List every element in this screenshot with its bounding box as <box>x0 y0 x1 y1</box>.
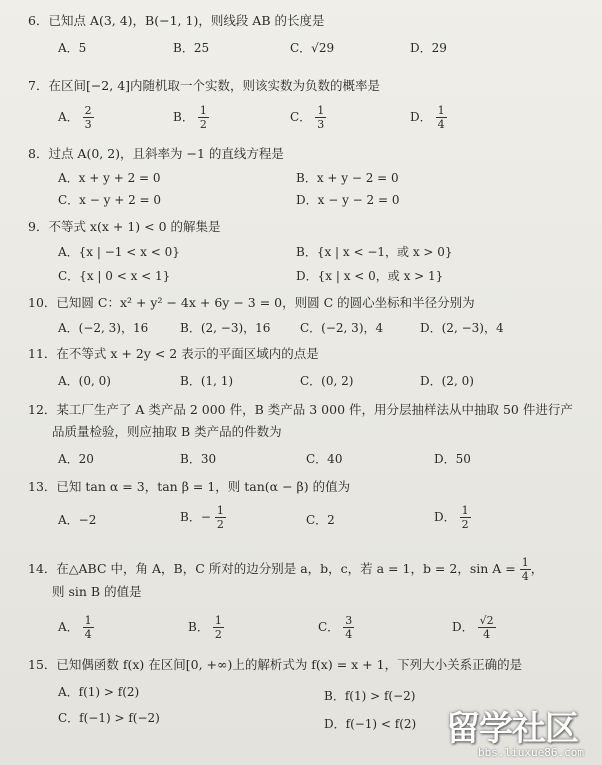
q12-option-a: A．20 <box>58 452 94 466</box>
q13-option-a: A．−2 <box>58 513 97 527</box>
q9-option-b: B．{x | x < −1，或 x > 0} <box>296 245 453 259</box>
q8-option-c: C．x − y + 2 = 0 <box>58 193 162 207</box>
q12-option-c: C．40 <box>306 452 343 466</box>
q6-option-d: D．29 <box>410 41 447 55</box>
q8-option-a: A．x + y + 2 = 0 <box>58 171 161 185</box>
fraction: $\frac{1}{3}$ <box>317 104 325 131</box>
question-13-stem: 13．已知 tan α = 3，tan β = 1，则 tan(α − β) 的值为 <box>28 479 351 494</box>
q6-option-a: A．5 <box>58 41 87 55</box>
q15-option-a: A．f(1) > f(2) <box>58 685 140 699</box>
question-14-stem-line2: 则 sin B 的值是 <box>52 584 142 599</box>
question-12-stem-line1: 12．某工厂生产了 A 类产品 2 000 件，B 类产品 3 000 件，用分层抽样法从中抽取 50 件进行产 <box>28 402 573 417</box>
question-10-stem: 10．已知圆 C：x² + y² − 4x + 6y − 3 = 0，则圆 C 的圆心坐标和半径分别为 <box>28 295 475 310</box>
q7-option-c: C． $\frac{1}{3}$ <box>290 104 325 131</box>
q9-option-d: D．{x | x < 0，或 x > 1} <box>296 269 444 283</box>
q11-option-b: B．(1, 1) <box>180 374 234 388</box>
q7-option-a: A． $\frac{2}{3}$ <box>58 104 92 131</box>
q14-option-b: B． $\frac{1}{2}$ <box>188 614 222 641</box>
fraction: $\frac{1}{4}$ <box>437 104 445 131</box>
q7-option-b: B． $\frac{1}{2}$ <box>173 104 207 131</box>
q14-option-d: D． $\frac{√2}{4}$ <box>452 614 494 641</box>
watermark-logo: 留学社区 <box>446 709 578 749</box>
q11-option-c: C．(0, 2) <box>300 374 354 388</box>
q12-option-b: B．30 <box>180 452 217 466</box>
q15-option-d: D．f(−1) < f(2) <box>324 717 417 731</box>
fraction: $\frac{2}{3}$ <box>84 104 92 131</box>
q10-option-a: A．(−2, 3)，16 <box>58 321 149 335</box>
q13-option-b: B．− $\frac{1}{2}$ <box>180 504 224 531</box>
watermark-url: bbs.liuxue86.com <box>478 746 584 759</box>
q12-option-d: D．50 <box>434 452 471 466</box>
q6-option-c: C．√29 <box>290 41 335 55</box>
fraction: $\frac{1}{2}$ <box>461 504 469 531</box>
q15-option-c: C．f(−1) > f(−2) <box>58 711 160 725</box>
q10-option-d: D．(2, −3)，4 <box>420 321 504 335</box>
fraction: $\frac{1}{4}$ <box>84 614 92 641</box>
q10-option-c: C．(−2, 3)，4 <box>300 321 384 335</box>
q9-option-c: C．{x | 0 < x < 1} <box>58 269 171 283</box>
question-6-stem: 6．已知点 A(3, 4)，B(−1, 1)，则线段 AB 的长度是 <box>28 13 325 28</box>
q6-option-b: B．25 <box>173 41 210 55</box>
q7-option-d: D． $\frac{1}{4}$ <box>410 104 445 131</box>
question-7-stem: 7．在区间[−2, 4]内随机取一个实数，则该实数为负数的概率是 <box>28 78 381 93</box>
q13-option-c: C．2 <box>306 513 335 527</box>
q9-option-a: A．{x | −1 < x < 0} <box>58 245 180 259</box>
question-12-stem-line2: 品质量检验，则应抽取 B 类产品的件数为 <box>52 424 282 439</box>
question-8-stem: 8．过点 A(0, 2)，且斜率为 −1 的直线方程是 <box>28 146 284 161</box>
q11-option-d: D．(2, 0) <box>420 374 474 388</box>
q14-option-c: C． $\frac{3}{4}$ <box>318 614 353 641</box>
fraction: $\frac{1}{2}$ <box>199 104 207 131</box>
q11-option-a: A．(0, 0) <box>58 374 111 388</box>
fraction: $\frac{1}{2}$ <box>214 614 222 641</box>
q13-option-d: D． $\frac{1}{2}$ <box>434 504 469 531</box>
question-11-stem: 11．在不等式 x + 2y < 2 表示的平面区域内的点是 <box>28 346 319 361</box>
fraction: $\frac{√2}{4}$ <box>479 614 494 641</box>
q14-option-a: A． $\frac{1}{4}$ <box>58 614 92 641</box>
question-15-stem: 15．已知偶函数 f(x) 在区间[0, +∞)上的解析式为 f(x) = x + 1，下列大小关系正确的是 <box>28 657 523 672</box>
q8-option-d: D．x − y − 2 = 0 <box>296 193 400 207</box>
question-9-stem: 9．不等式 x(x + 1) < 0 的解集是 <box>28 219 221 234</box>
fraction: $\frac{1}{4}$ <box>521 556 529 583</box>
fraction: $\frac{1}{2}$ <box>216 504 224 531</box>
q15-option-b: B．f(1) > f(−2) <box>324 689 416 703</box>
q10-option-b: B．(2, −3)，16 <box>180 321 271 335</box>
fraction: $\frac{3}{4}$ <box>345 614 353 641</box>
q8-option-b: B．x + y − 2 = 0 <box>296 171 399 185</box>
question-14-stem-line1: 14．在△ABC 中，角 A，B，C 所对的边分别是 a，b，c，若 a = 1，b = 2，sin A = $\frac{1}{4}$ ， <box>28 556 544 583</box>
